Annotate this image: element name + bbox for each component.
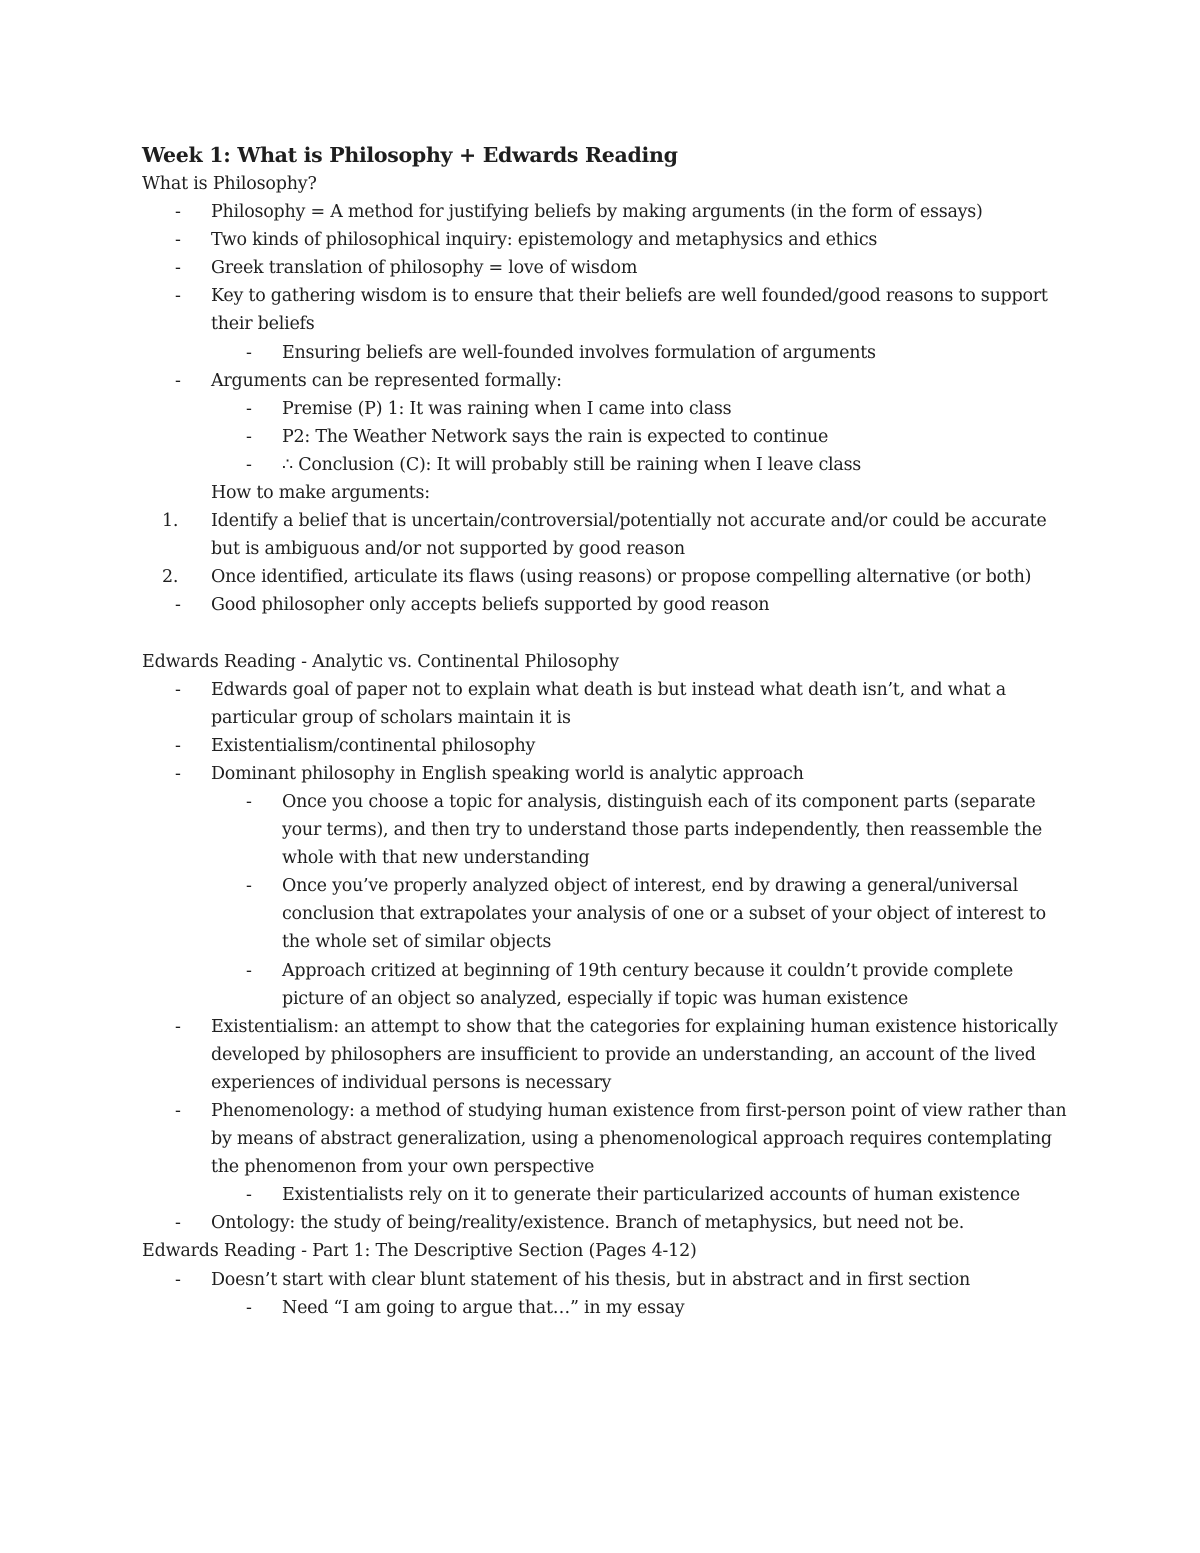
list-item [142, 1013, 1072, 1097]
list-item-text: Arguments can be represented formally: [211, 370, 562, 391]
list-subitem-text: Existentialists rely on it to generate their particularized accounts of human existence [282, 1185, 1020, 1206]
bullet-dash: - [175, 230, 181, 251]
list-item [142, 1209, 1072, 1237]
bullet-dash: - [175, 1269, 181, 1290]
item-number: 2. [162, 567, 179, 588]
list-subitem-text: Need “I am going to argue that…” in my essay [282, 1297, 685, 1318]
numbered-item [142, 563, 1072, 591]
list-item-text: Existentialism/continental philosophy [211, 735, 536, 756]
bullet-dash: - [246, 1297, 252, 1318]
list-item [142, 254, 1072, 282]
list-item-text: Edwards goal of paper not to explain what death is but instead what death isn’t, and what a particular group of scholars maintain it is [211, 679, 1006, 728]
list-item [142, 732, 1072, 760]
list-item-text: Existentialism: an attempt to show that the categories for explaining human existence historically developed by philosophers are insufficient to provide an understanding, an account of the lived experiences of individual persons is necessary [211, 1016, 1058, 1093]
section-heading-analytic-vs-continental: Edwards Reading - Analytic vs. Continental Philosophy [142, 651, 619, 672]
list-item [142, 760, 1072, 788]
bullet-dash: - [175, 286, 181, 307]
bullet-dash: - [175, 370, 181, 391]
bullet-dash: - [175, 735, 181, 756]
list-item [142, 1266, 1072, 1294]
list-subitem-text: ∴ Conclusion (C): It will probably still be raining when I leave class [282, 454, 862, 475]
list-item [142, 591, 1072, 619]
subsection-heading-text: How to make arguments: [211, 483, 430, 504]
document-title: Week 1: What is Philosophy + Edwards Reading [142, 143, 678, 167]
numbered-item [142, 507, 1072, 563]
list-subitem [142, 339, 1072, 367]
bullet-dash: - [175, 1016, 181, 1037]
bullet-dash: - [246, 960, 252, 981]
list-item-text: Two kinds of philosophical inquiry: epistemology and metaphysics and ethics [211, 230, 878, 251]
numbered-item-text: Once identified, articulate its flaws (using reasons) or propose compelling alternative (or both) [211, 567, 1032, 588]
bullet-dash: - [175, 258, 181, 279]
bullet-dash: - [175, 595, 181, 616]
bullet-dash: - [246, 426, 252, 447]
list-subitem-text: Once you choose a topic for analysis, distinguish each of its component parts (separate your terms), and then try to understand those parts independently, then reassemble the whole with that new understanding [282, 791, 1042, 869]
list-item [142, 676, 1072, 732]
bullet-dash: - [246, 398, 252, 419]
list-item-text: Dominant philosophy in English speaking world is analytic approach [211, 763, 804, 784]
list-item [142, 226, 1072, 254]
bullet-dash: - [246, 791, 252, 812]
bullet-dash: - [246, 876, 252, 897]
list-item-text: Good philosopher only accepts beliefs supported by good reason [211, 595, 770, 616]
bullet-dash: - [175, 202, 181, 223]
section-heading-descriptive-section: Edwards Reading - Part 1: The Descriptive Section (Pages 4-12) [142, 1241, 697, 1262]
list-item-text: Phenomenology: a method of studying human existence from first-person point of view rather than by means of abstract generalization, using a phenomenological approach requires contemplating the phenomenon from your own perspective [211, 1101, 1067, 1178]
list-item-text: Philosophy = A method for justifying beliefs by making arguments (in the form of essays) [211, 202, 983, 223]
notes-body [142, 140, 1072, 1322]
list-subitem [142, 423, 1072, 451]
list-subitem [142, 788, 1072, 872]
list-subitem [142, 395, 1072, 423]
list-subitem [142, 451, 1072, 479]
bullet-dash: - [175, 763, 181, 784]
subsection-heading-how-to-make-arguments [142, 479, 1072, 507]
bullet-dash: - [175, 1213, 181, 1234]
list-item [142, 1097, 1072, 1181]
blank-line [142, 620, 1072, 648]
list-item-text: Greek translation of philosophy = love of wisdom [211, 258, 638, 279]
list-subitem-text: Approach critized at beginning of 19th century because it couldn’t provide complete picture of an object so analyzed, especially if topic was human existence [282, 960, 1013, 1009]
list-subitem-text: Once you’ve properly analyzed object of interest, end by drawing a general/universal conclusion that extrapolates your analysis of one or a subset of your object of interest to the whole set of similar objects [282, 876, 1046, 953]
bullet-dash: - [246, 454, 252, 475]
numbered-item-text: Identify a belief that is uncertain/controversial/potentially not accurate and/or could be accurate but is ambiguous and/or not supported by good reason [211, 511, 1047, 560]
list-item [142, 198, 1072, 226]
list-item-text: Ontology: the study of being/reality/existence. Branch of metaphysics, but need not be. [211, 1213, 965, 1234]
list-item-text: Doesn’t start with clear blunt statement of his thesis, but in abstract and in first section [211, 1269, 971, 1290]
list-item [142, 367, 1072, 395]
bullet-dash: - [246, 342, 252, 363]
bullet-dash: - [246, 1185, 252, 1206]
list-subitem [142, 1181, 1072, 1209]
list-subitem-text: P2: The Weather Network says the rain is expected to continue [282, 426, 829, 447]
list-item [142, 282, 1072, 338]
list-item-text: Key to gathering wisdom is to ensure that their beliefs are well founded/good reasons to support their beliefs [211, 286, 1048, 335]
list-subitem-text: Premise (P) 1: It was raining when I came into class [282, 398, 732, 419]
section-heading-what-is-philosophy: What is Philosophy? [142, 174, 317, 194]
list-subitem [142, 872, 1072, 956]
list-subitem [142, 1294, 1072, 1322]
list-subitem-text: Ensuring beliefs are well-founded involves formulation of arguments [282, 342, 876, 363]
list-subitem [142, 957, 1072, 1013]
bullet-dash: - [175, 679, 181, 700]
item-number: 1. [162, 511, 179, 532]
bullet-dash: - [175, 1101, 181, 1121]
